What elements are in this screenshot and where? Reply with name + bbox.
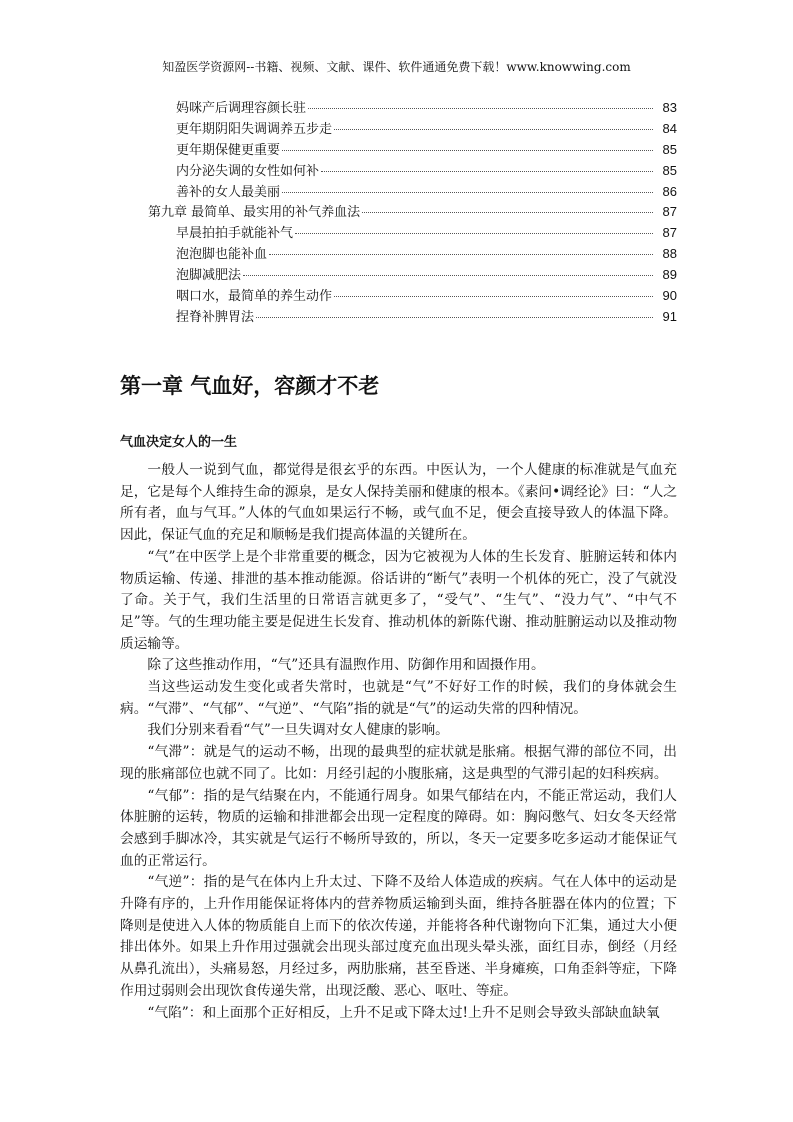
toc-entry[interactable] [120,285,677,306]
toc-entry[interactable] [120,201,677,222]
paragraph: 除了这些推动作用，“气”还具有温煦作用、防御作用和固摄作用。 [147,657,545,674]
toc-leader-dots [362,212,653,213]
toc-leader-dots [269,254,653,255]
toc-entry[interactable] [120,222,677,243]
toc-leader-dots [282,150,653,151]
toc-entry-page: 83 [662,100,677,115]
page-header: 知盈医学资源网--书籍、视频、文献、课件、软件通通免费下载！www.knowwing.com [162,60,631,74]
toc-leader-dots [295,233,653,234]
section-title: 气血决定女人的一生 [120,435,238,450]
toc-entry-title: 咽口水，最简单的养生动作 [176,289,333,305]
toc-entry-page: 90 [662,288,677,304]
toc-entry-page: 84 [662,120,677,136]
paragraph: “气郁”：指的是气结聚在内，不能通行周身。如果气郁结在内，不能正常运动，我们人体脏腑的运转，物质的运输和排泄都会出现一定程度的障碍。如：胸闷憋气、妇女冬天经常会感到手脚冰冷，其实就是气运行不畅所导致的，所以，冬天一定要多吃多运动才能保证气血的正常运行。 [120,787,677,869]
toc-entry-title: 善补的女人最美丽 [176,184,281,200]
toc-entry-page: 89 [662,267,677,283]
toc-leader-dots [321,171,653,172]
toc-entry-title: 泡脚减肥法 [176,268,242,284]
body-text [120,460,677,1024]
toc-leader-dots [256,317,653,318]
paragraph: “气滞”：就是气的运动不畅，出现的最典型的症状就是胀痛。根据气滞的部位不同，出现的胀痛部位也就不同了。比如：月经引起的小腹胀痛，这是典型的气滞引起的妇科疾病。 [120,744,677,782]
toc-entry-title: 早晨拍拍手就能补气 [176,226,294,242]
toc-leader-dots [334,296,653,297]
toc-entry-title: 泡泡脚也能补血 [176,247,268,263]
toc-entry[interactable] [120,306,677,327]
toc-entry[interactable] [120,139,677,160]
toc-entry[interactable] [120,118,677,139]
toc-entry[interactable] [120,97,677,118]
paragraph: “气陷”：和上面那个正好相反，上升不足或下降太过!上升不足则会导致头部缺血缺氧 [147,1004,660,1021]
toc-entry-title: 第九章 最简单、最实用的补气养血法 [148,205,361,221]
toc-leader-dots [282,192,653,193]
toc-entry[interactable] [120,243,677,264]
toc-entry-title: 捏脊补脾胃法 [176,309,255,325]
toc-entry-page: 88 [662,246,677,262]
toc-leader-dots [243,275,653,276]
toc-leader-dots [334,129,653,130]
toc-entry[interactable] [120,181,677,202]
toc-entry-page: 86 [662,183,677,199]
paragraph: 当这些运动发生变化或者失常时，也就是“气”不好好工作的时候，我们的身体就会生病。“气滞”、“气郁”、“气逆”、“气陷”指的就是“气”的运动失常的四种情况。 [120,679,677,717]
toc-entry-title: 更年期阴阳失调调养五步走 [176,121,333,137]
toc-entry-page: 87 [662,204,677,220]
chapter-title: 第一章 气血好，容颜才不老 [120,374,380,398]
toc-entry-page: 91 [662,308,677,324]
toc-entry[interactable] [120,264,677,285]
table-of-contents [120,97,677,327]
paragraph: “气逆”：指的是气在体内上升太过、下降不及给人体造成的疾病。气在人体中的运动是升降有序的，上升作用能保证将体内的营养物质运输到头面，维持各脏器在体内的位置；下降则是使进入人体的物质能自上而下的依次传递，并能将各种代谢物向下汇集，通过大小便排出体外。如果上升作用过强就会出现头部过度充血出现头晕头涨，面红目赤，倒经（月经从鼻孔流出），头痛易怒，月经过多，两肋胀痛，甚至昏迷、半身瘫痪，口角歪斜等症，下降作用过弱则会出现饮食传递失常，出现泛酸、恶心、呕吐、等症。 [120,874,677,999]
toc-entry-page: 85 [662,141,677,157]
toc-entry[interactable] [120,160,677,181]
toc-entry-title: 更年期保健更重要 [176,142,281,158]
toc-entry-title: 妈咪产后调理容颜长驻 [176,101,307,116]
toc-entry-title: 内分泌失调的女性如何补 [176,163,320,179]
paragraph: 一般人一说到气血，都觉得是很玄乎的东西。中医认为，一个人健康的标准就是气血充足，它是每个人维持生命的源泉，是女人保持美丽和健康的根本。《素问•调经论》曰：“人之所有者，血与气耳。”人体的气血如果运行不畅，或气血不足，便会直接导致人的体温下降。因此，保证气血的充足和顺畅是我们提高体温的关键所在。 [120,462,677,544]
toc-entry-page: 87 [662,225,677,241]
paragraph: 我们分别来看看“气”一旦失调对女人健康的影响。 [147,722,449,739]
toc-entry-page: 85 [662,162,677,178]
paragraph: “气”在中医学上是个非常重要的概念，因为它被视为人体的生长发育、脏腑运转和体内物质运输、传递、排泄的基本推动能源。俗话讲的“断气”表明一个机体的死亡，没了气就没了命。关于气，我们生活里的日常语言就更多了，“受气”、“生气”、“没力气”、“中气不足”等。气的生理功能主要是促进生长发育、推动机体的新陈代谢、推动脏腑运动以及推动物质运输等。 [120,548,677,652]
toc-leader-dots [308,108,653,109]
